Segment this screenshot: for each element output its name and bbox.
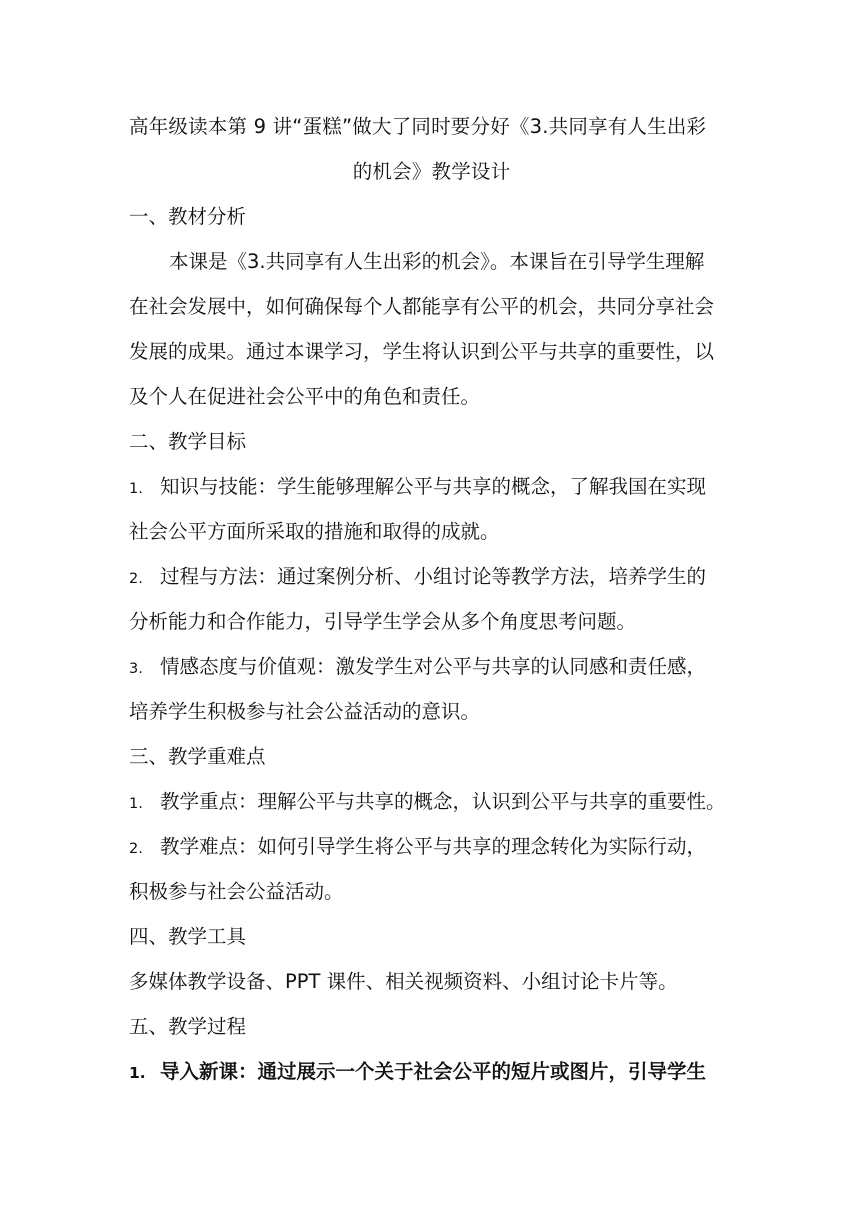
paragraph-line: 及个人在促进社会公平中的角色和责任。 bbox=[129, 385, 481, 408]
section-heading-teaching-objectives: 二、教学目标 bbox=[129, 430, 247, 453]
list-number: 1. bbox=[129, 1064, 146, 1082]
list-number: 2. bbox=[129, 841, 143, 857]
list-number: 1. bbox=[129, 796, 143, 812]
list-item bbox=[129, 1057, 734, 1088]
list-item bbox=[129, 832, 734, 864]
list-item-text: 知识与技能：学生能够理解公平与共享的概念，了解我国在实现 bbox=[160, 475, 707, 498]
document-title-line-2: 的机会》教学设计 bbox=[352, 160, 511, 183]
list-item-continuation: 社会公平方面所采取的措施和取得的成就。 bbox=[129, 520, 500, 543]
section-heading-material-analysis: 一、教材分析 bbox=[129, 205, 247, 228]
document-title-line-1: 高年级读本第 9 讲“蛋糕”做大了同时要分好《3.共同享有人生出彩 bbox=[129, 115, 707, 138]
paragraph-line: 本课是《3.共同享有人生出彩的机会》。本课旨在引导学生理解 bbox=[169, 250, 705, 273]
list-item bbox=[129, 652, 734, 684]
list-item bbox=[129, 787, 734, 819]
paragraph-line: 发展的成果。通过本课学习，学生将认识到公平与共享的重要性，以 bbox=[129, 340, 715, 363]
list-item-continuation: 分析能力和合作能力，引导学生学会从多个角度思考问题。 bbox=[129, 610, 637, 633]
list-item-text: 导入新课：通过展示一个关于社会公平的短片或图片，引导学生 bbox=[160, 1060, 707, 1083]
teaching-tools-text: 多媒体教学设备、PPT 课件、相关视频资料、小组讨论卡片等。 bbox=[129, 970, 678, 993]
list-item-text: 过程与方法：通过案例分析、小组讨论等教学方法，培养学生的 bbox=[160, 565, 707, 588]
list-item-text: 教学重点：理解公平与共享的概念，认识到公平与共享的重要性。 bbox=[160, 790, 726, 813]
section-heading-key-points: 三、教学重难点 bbox=[129, 745, 266, 768]
section-heading-teaching-tools: 四、教学工具 bbox=[129, 925, 247, 948]
section-heading-teaching-process: 五、教学过程 bbox=[129, 1015, 247, 1038]
list-item-continuation: 积极参与社会公益活动。 bbox=[129, 880, 344, 903]
list-item bbox=[129, 472, 734, 504]
list-item-continuation: 培养学生积极参与社会公益活动的意识。 bbox=[129, 700, 481, 723]
paragraph-line: 在社会发展中，如何确保每个人都能享有公平的机会，共同分享社会 bbox=[129, 295, 715, 318]
list-item-text: 情感态度与价值观：激发学生对公平与共享的认同感和责任感， bbox=[160, 655, 707, 678]
list-item-text: 教学难点：如何引导学生将公平与共享的理念转化为实际行动， bbox=[160, 835, 707, 858]
list-number: 1. bbox=[129, 481, 143, 497]
list-item bbox=[129, 562, 734, 594]
list-number: 2. bbox=[129, 571, 143, 587]
list-number: 3. bbox=[129, 661, 143, 677]
